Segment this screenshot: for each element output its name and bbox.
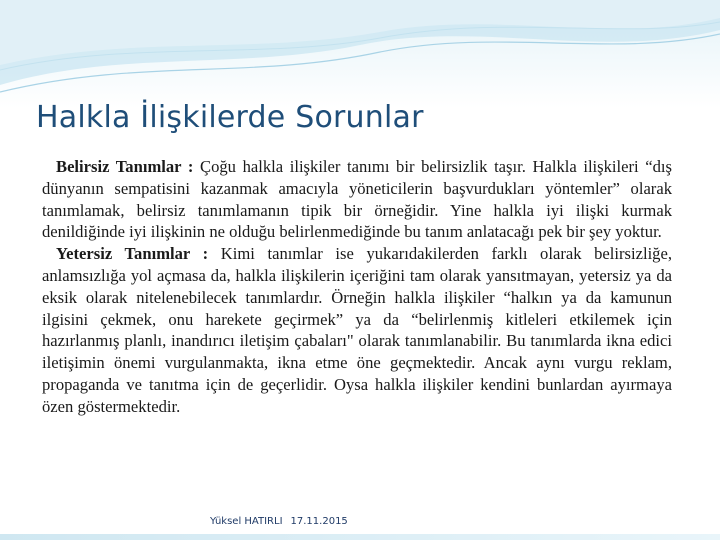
footer-date: 17.11.2015 xyxy=(290,516,348,527)
term-yetersiz: Yetersiz Tanımlar : xyxy=(56,244,221,264)
slide-body xyxy=(42,156,672,418)
term-belirsiz: Belirsiz Tanımlar : xyxy=(56,157,200,176)
bottom-border-decoration xyxy=(0,534,720,540)
paragraph-text-belirsiz: Çoğu halkla ilişkiler tanımı bir belirsizlik taşır. Halkla ilişkileri “dış dünyanın sempatisini kazanmak amacıyla yöneticilerin başvurdukları yöntemler” olarak tanımlamak, belirsiz tanımlamanın tipik bir örneğidir. Yine halkla iyi ilişki kurmak denildiğinde iyi ilişkinin ne olduğu belirlenmediğinde bu tanım anlatacağı pek bir şey yoktur. xyxy=(42,157,672,242)
footer-author: Yüksel HATIRLI xyxy=(210,516,283,527)
header-wave-decoration xyxy=(0,0,720,110)
paragraph-text-yetersiz: Kimi tanımlar ise yukarıdakilerden farklı olarak belirsizliğe, anlamsızlığa yol açmasa da, halkla ilişkilerin içeriğini tam olarak yansıtmayan, yetersiz ya da eksik olarak nitelenebilecek tanımlardır. Örneğin halkla ilişkiler “halkın ya da kamunun ilgisini çekmek, onu harekete geçirmek” ya da “belirlenmiş kitleleri etkilemek için hazırlanmış planlı, inandırıcı iletişim çabaları" olarak tanımlanabilir. Bu tanımlarda ikna edici iletişimin önemi vurgulanmakta, ikna etme öne geçmektedir. Ancak aynı vurgu reklam, propaganda ve tanıtma için de geçerlidir. Oysa halkla ilişkiler kendini bunlardan ayırmaya özen göstermektedir. xyxy=(42,244,672,416)
slide-footer xyxy=(210,516,348,527)
slide-title: Halkla İlişkilerde Sorunlar xyxy=(36,100,424,135)
paragraph-belirsiz xyxy=(42,156,672,243)
paragraph-yetersiz xyxy=(42,243,672,417)
